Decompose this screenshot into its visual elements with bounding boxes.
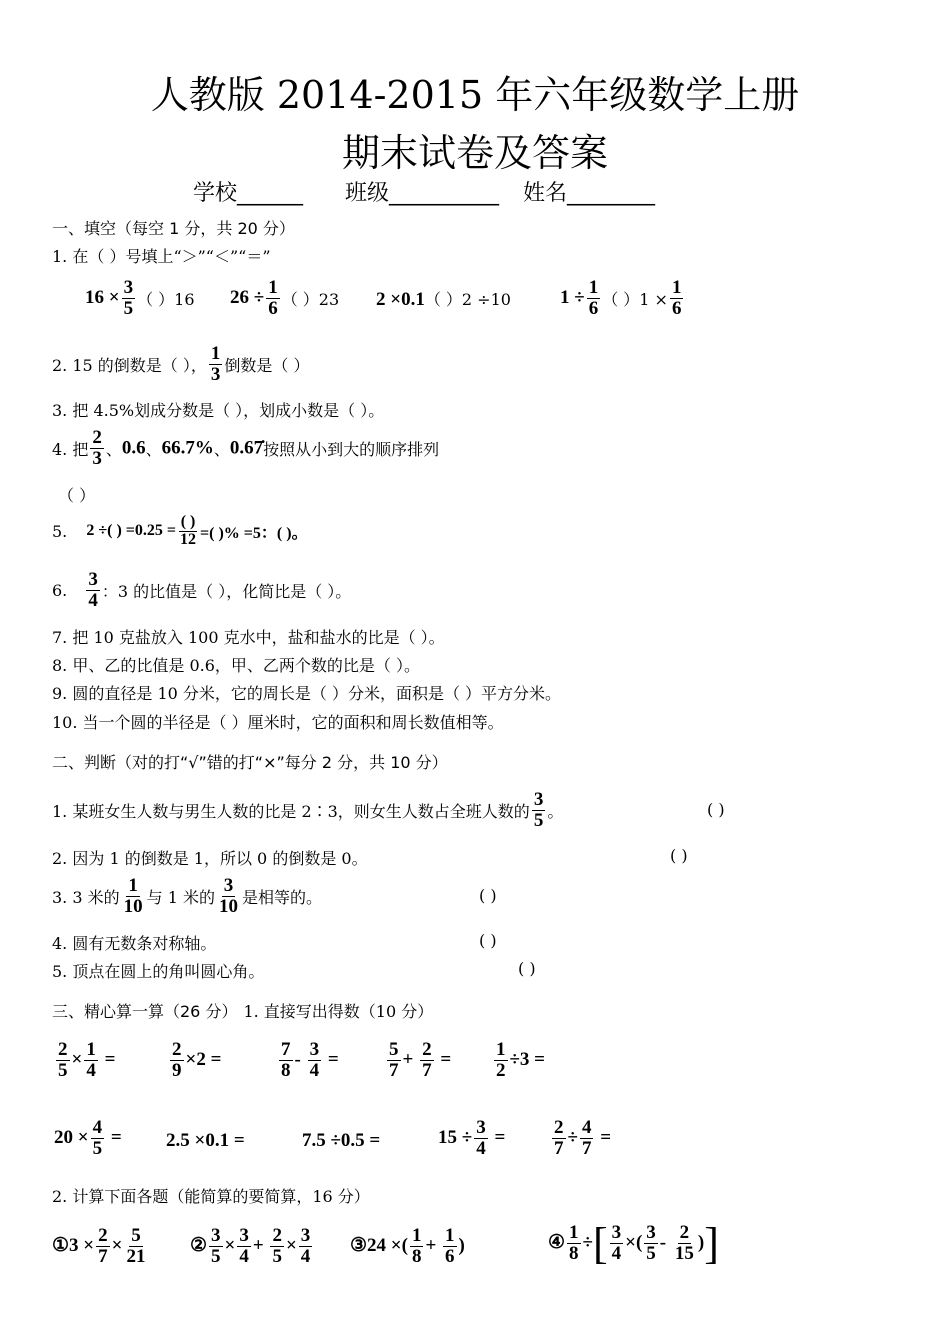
question-9: 9. 圆的直径是 10 分米，它的周长是（ ）分米，面积是（ ）平方分米。 bbox=[52, 684, 562, 703]
judge-1-answer[interactable]: ( ) bbox=[707, 800, 725, 819]
calc-item: $\frac{5}{7}$ + $\frac{2}{7}$ = bbox=[389, 1039, 452, 1081]
question-8: 8. 甲、乙的比值是 0.6，甲、乙两个数的比是（ ）。 bbox=[52, 656, 420, 675]
question-5: 5. 2 ÷( ) =0.25 = $\frac{( )}{12}$ =( )% =5：( )。 bbox=[52, 513, 308, 548]
calc-item: $\frac{1}{2}$ ÷3 = bbox=[496, 1039, 546, 1081]
q1-item-3: 2 ×0.1（ ）2 ÷10 bbox=[376, 289, 511, 310]
question-7: 7. 把 10 克盐放入 100 克水中，盐和盐水的比是（ ）。 bbox=[52, 628, 445, 647]
question-4-answer[interactable]: （ ） bbox=[58, 486, 96, 505]
judge-1: 1. 某班女生人数与男生人数的比是 2∶3，则女生人数占全班人数的 $\frac{3}{5}$ 。 bbox=[52, 789, 564, 831]
question-6: 6. $\frac{3}{4}$ ：3 的比值是（ ），化简比是（ ）。 bbox=[52, 569, 352, 611]
section-heading: 二、判断（对的打“√”错的打“×”每分 2 分，共 10 分） bbox=[52, 753, 448, 772]
judge-5-answer[interactable]: ( ) bbox=[518, 959, 536, 978]
calc-item: ①3 × $\frac{2}{7}$ × $\frac{5}{21}$ bbox=[52, 1225, 146, 1267]
q1-item-2: 26 ÷ $\frac{1}{6}$ （ ）23 bbox=[230, 277, 340, 319]
calc-item: 15 ÷ $\frac{3}{4}$ = bbox=[438, 1117, 506, 1159]
calc-subheading: 2. 计算下面各题（能简算的要简算，16 分） bbox=[52, 1187, 370, 1206]
page-subtitle: 期末试卷及答案 bbox=[341, 131, 608, 175]
calc-item: 20 × $\frac{4}{5}$ = bbox=[54, 1117, 122, 1159]
calc-item: $\frac{2}{9}$ ×2 = bbox=[172, 1039, 222, 1081]
judge-3-answer[interactable]: ( ) bbox=[479, 886, 497, 905]
q1-item-1: 16 × $\frac{3}{5}$ （ ）16 bbox=[85, 277, 195, 319]
section-heading: 三、精心算一算（26 分） 1. 直接写出得数（10 分） bbox=[52, 1002, 434, 1021]
question-2: 2. 15 的倒数是（ ）， $\frac{1}{3}$ 倒数是（ ） bbox=[52, 343, 310, 385]
question-1: 1. 在（ ）号填上“＞”“＜”“＝” bbox=[52, 247, 271, 266]
question-3: 3. 把 4.5%划成分数是（ ），划成小数是（ ）。 bbox=[52, 401, 385, 420]
calc-item: ④ $\frac{1}{8}$ ÷[ $\frac{3}{4}$ ×( $\frac{3}{5}$ - $\frac{2}{15}$ )] bbox=[548, 1219, 719, 1268]
calc-item: ③24 ×( $\frac{1}{8}$ + $\frac{1}{6}$ ) bbox=[350, 1225, 465, 1267]
calc-item: $\frac{7}{8}$ - $\frac{3}{4}$ = bbox=[281, 1039, 339, 1081]
section-heading: 一、填空（每空 1 分，共 20 分） bbox=[52, 219, 295, 238]
name-field[interactable]: 姓名________ bbox=[523, 181, 656, 206]
judge-3: 3. 3 米的 $\frac{1}{10}$ 与 1 米的 $\frac{3}{10}$ 是相等的。 bbox=[52, 875, 322, 917]
school-field[interactable]: 学校______ bbox=[193, 181, 304, 206]
question-4: 4. 把 $\frac{2}{3}$ 、0.6、66.7%、0.67̇按照从小到大的顺序排列 bbox=[52, 427, 440, 469]
judge-2-answer[interactable]: ( ) bbox=[670, 846, 688, 865]
calc-item: $\frac{2}{5}$ × $\frac{1}{4}$ = bbox=[58, 1039, 116, 1081]
question-10: 10. 当一个圆的半径是（ ）厘米时，它的面积和周长数值相等。 bbox=[52, 713, 504, 732]
calc-item: 7.5 ÷0.5 = bbox=[302, 1130, 381, 1151]
judge-5: 5. 顶点在圆上的角叫圆心角。 bbox=[52, 962, 265, 981]
q1-item-4: 1 ÷ $\frac{1}{6}$ （ ）1 × $\frac{1}{6}$ bbox=[560, 277, 682, 319]
class-field[interactable]: 班级__________ bbox=[345, 181, 500, 206]
judge-4: 4. 圆有无数条对称轴。 bbox=[52, 934, 217, 953]
calc-item: ② $\frac{3}{5}$ × $\frac{3}{4}$ + $\frac{2}{5}$ × $\frac{3}{4}$ bbox=[190, 1225, 311, 1267]
calc-item: $\frac{2}{7}$ ÷ $\frac{4}{7}$ = bbox=[554, 1117, 612, 1159]
calc-item: 2.5 ×0.1 = bbox=[166, 1130, 245, 1151]
judge-4-answer[interactable]: ( ) bbox=[479, 931, 497, 950]
judge-2: 2. 因为 1 的倒数是 1，所以 0 的倒数是 0。 bbox=[52, 849, 368, 868]
page-title: 人教版 2014-2015 年六年级数学上册 bbox=[150, 73, 800, 117]
